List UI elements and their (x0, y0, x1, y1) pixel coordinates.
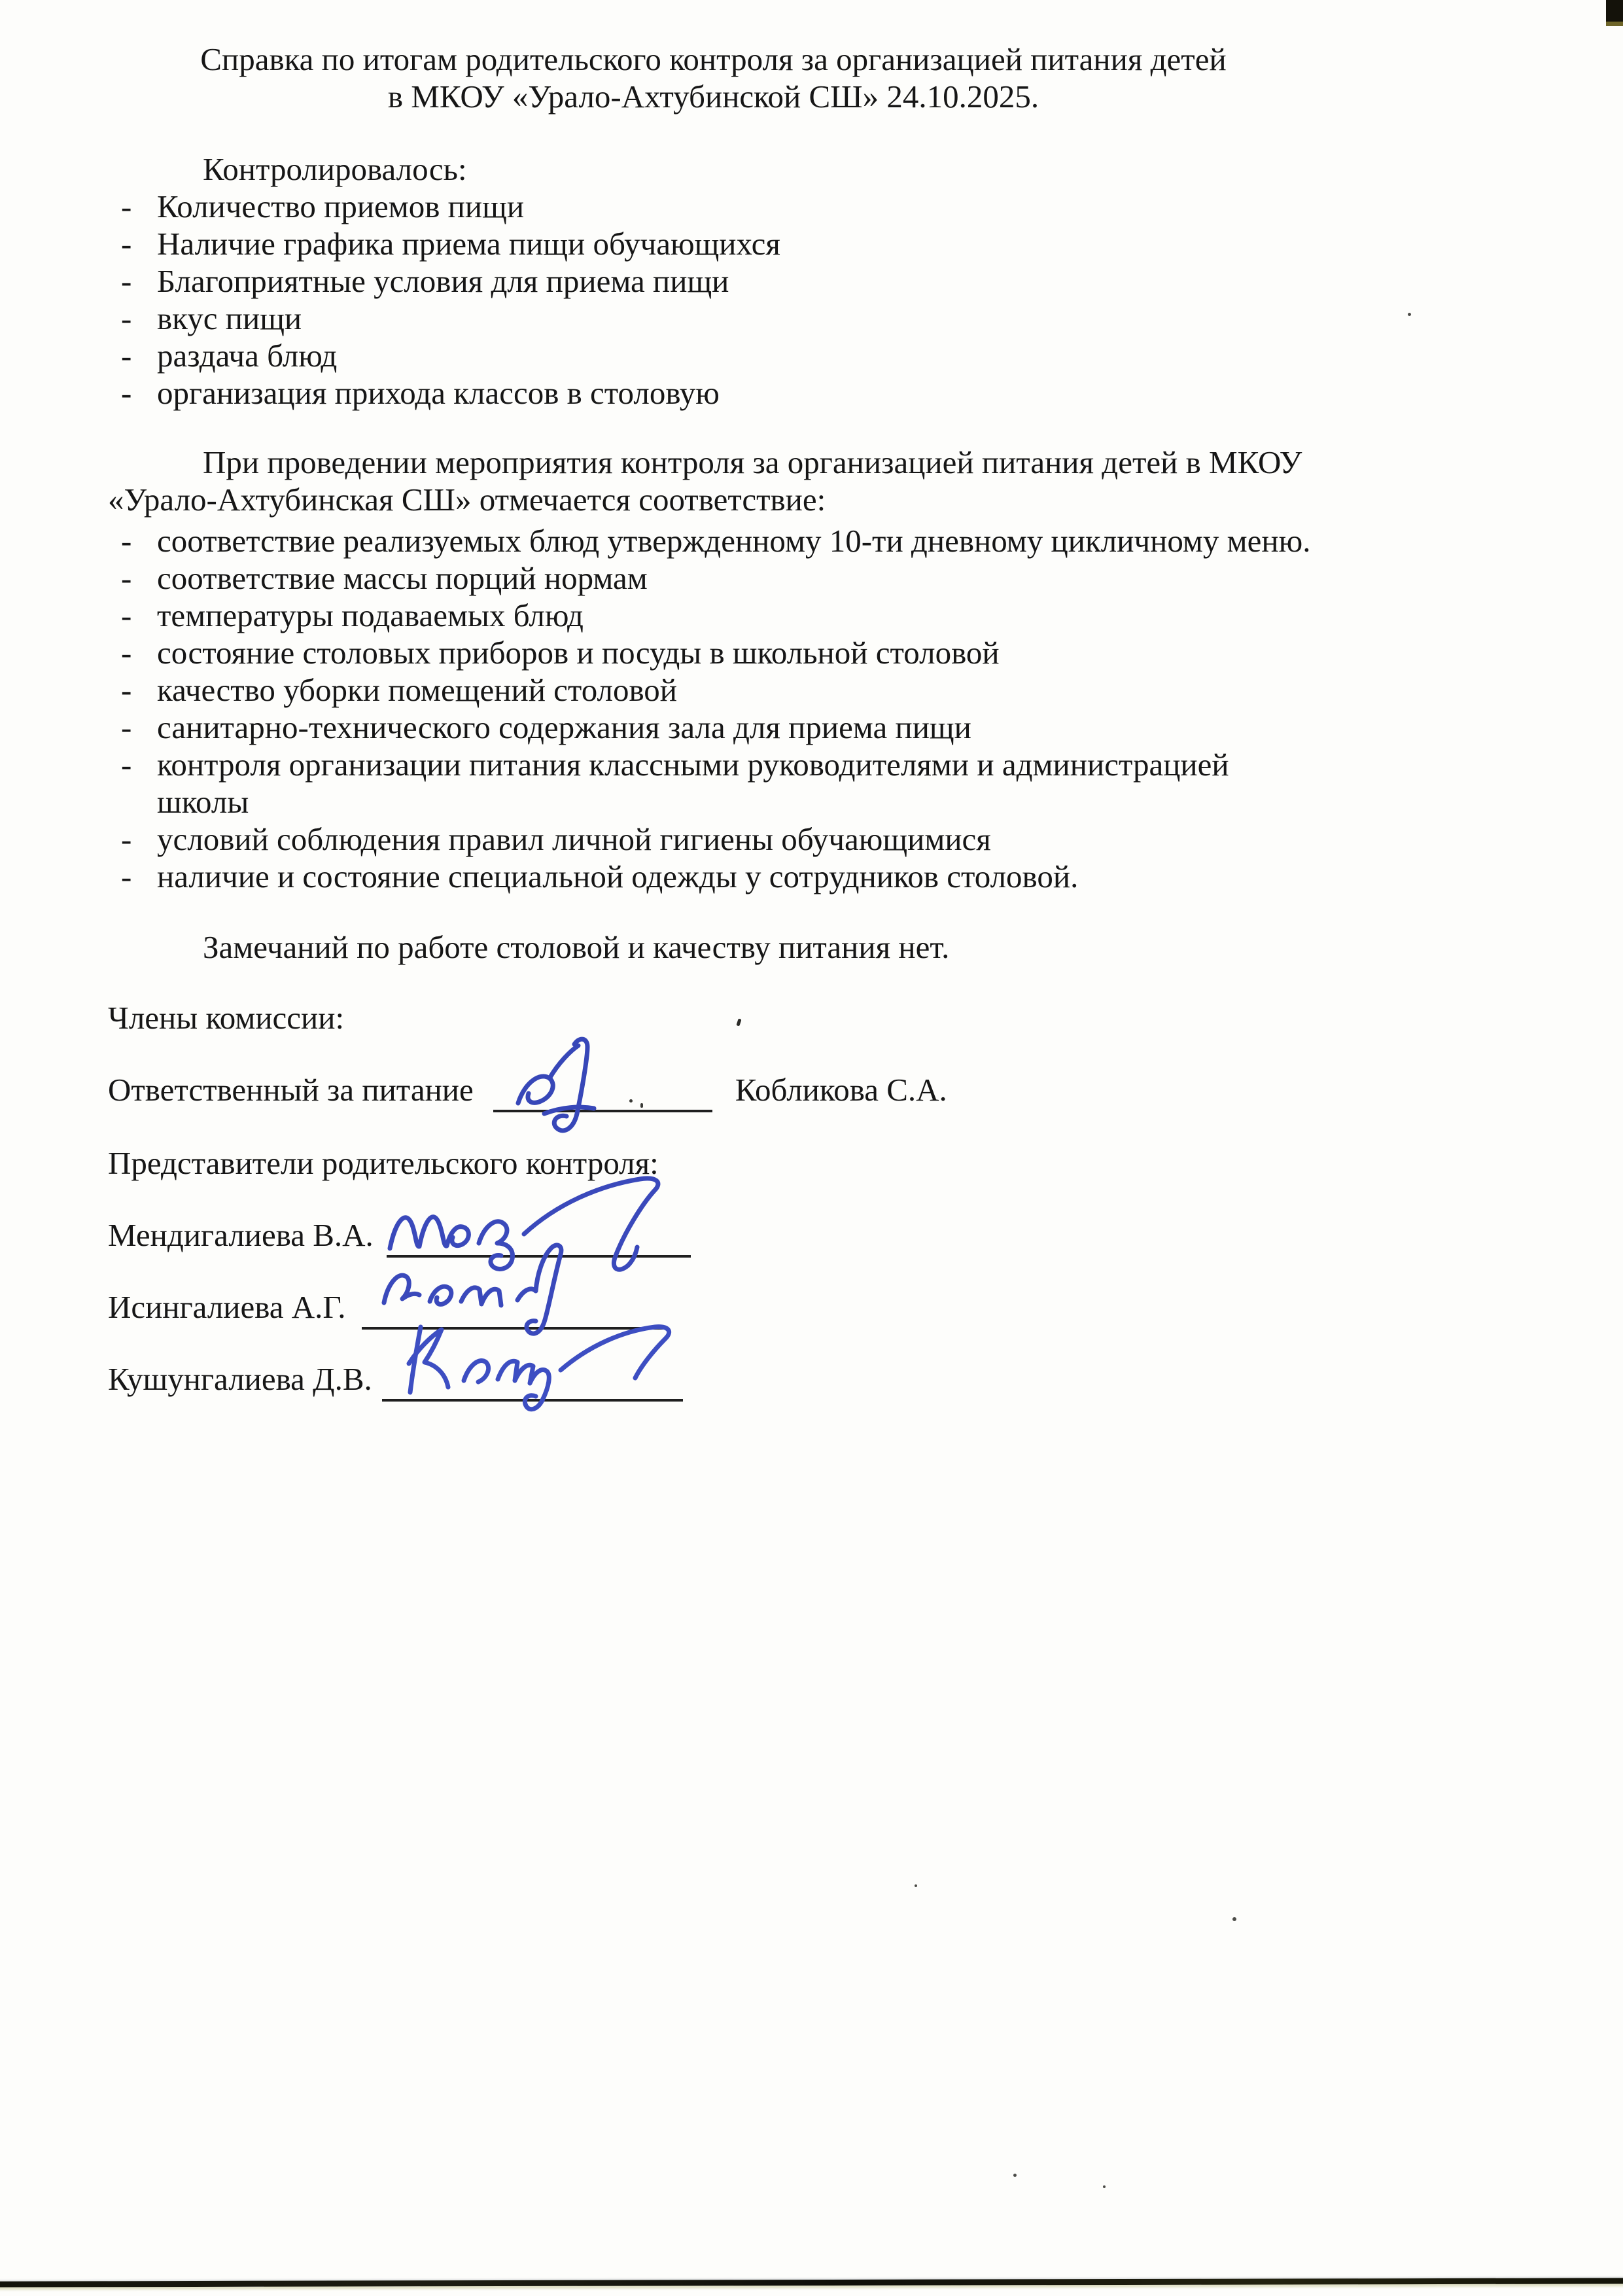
dash-bullet: - (121, 747, 132, 783)
representative-signature-row (108, 1288, 1319, 1326)
dash-bullet: - (121, 263, 132, 299)
list-item (108, 188, 1319, 225)
scan-bottom-line (0, 2278, 1623, 2287)
list-item (108, 858, 1319, 895)
signature-koblikova-image (506, 1033, 663, 1144)
dash-bullet: - (121, 821, 132, 857)
scan-speck (1013, 2174, 1017, 2177)
document-content (0, 0, 1319, 1398)
dash-bullet: - (121, 672, 132, 708)
list-item (108, 634, 1319, 671)
title-line-2: в МКОУ «Урало-Ахтубинской СШ» 24.10.2025. (387, 79, 1039, 115)
responsible-signature-row (108, 1071, 1319, 1108)
dash-bullet: - (121, 560, 132, 596)
signature-line (493, 1110, 712, 1112)
list-item-text: качество уборки помещений столовой (157, 672, 678, 708)
list-item (108, 337, 1319, 374)
list-item-text: соответствие реализуемых блюд утвержденному 10-ти дневному цикличному меню. (157, 523, 1311, 559)
scan-speck (1232, 1917, 1236, 1921)
dash-bullet: - (121, 597, 132, 633)
list-item (108, 746, 1319, 821)
controlled-list (108, 188, 1319, 412)
representative-name: Кушунгалиева Д.В. (108, 1361, 372, 1397)
list-item-text: условий соблюдения правил личной гигиены обучающимися (157, 821, 991, 857)
scan-speck (915, 1884, 917, 1887)
conclusion-text: Замечаний по работе столовой и качеству питания нет. (203, 929, 950, 965)
dash-bullet: - (121, 635, 132, 671)
list-item-text: Количество приемов пищи (157, 188, 525, 224)
list-item (108, 522, 1319, 559)
compliance-list (108, 522, 1319, 895)
dash-bullet: - (121, 375, 132, 411)
scan-speck (1103, 2185, 1106, 2188)
list-item-text: температуры подаваемых блюд (157, 597, 584, 633)
scan-speck (640, 1103, 643, 1108)
dash-bullet: - (121, 338, 132, 374)
list-item-text: вкус пищи (157, 300, 302, 336)
dash-bullet: - (121, 709, 132, 745)
list-item-text: Наличие графика приема пищи обучающихся (157, 226, 780, 262)
scan-speck (1408, 313, 1411, 316)
list-item-text: санитарно-технического содержания зала для приема пищи (157, 709, 971, 745)
dash-bullet: - (121, 858, 132, 894)
list-item (108, 671, 1319, 709)
list-item-text: Благоприятные условия для приема пищи (157, 263, 729, 299)
representative-name: Исингалиева А.Г. (108, 1289, 346, 1325)
title-line-1: Справка по итогам родительского контроля за организацией питания детей (200, 41, 1227, 77)
signature-line (362, 1327, 663, 1330)
dash-bullet: - (121, 300, 132, 336)
list-item (108, 225, 1319, 262)
scan-speck (629, 1099, 633, 1103)
commission-heading: Члены комиссии: (108, 1000, 345, 1036)
representative-signature-row (108, 1216, 1319, 1254)
list-item (108, 262, 1319, 300)
representatives-heading: Представители родительского контроля: (108, 1145, 659, 1181)
list-item (108, 597, 1319, 634)
responsible-label: Ответственный за питание (108, 1072, 474, 1108)
list-item-text: состояние столовых приборов и посуды в школьной столовой (157, 635, 1000, 671)
list-item-text: контроля организации питания классными руководителями и администрацией школы (157, 747, 1229, 820)
representative-signature-row (108, 1360, 1319, 1398)
list-item (108, 821, 1319, 858)
scan-corner-mark (1606, 0, 1623, 26)
list-item-text: наличие и состояние специальной одежды у сотрудников столовой. (157, 858, 1079, 894)
list-item (108, 709, 1319, 746)
signature-line (382, 1399, 683, 1402)
representative-name: Мендигалиева В.А. (108, 1217, 374, 1253)
list-item (108, 300, 1319, 337)
compliance-intro: При проведении мероприятия контроля за организацией питания детей в МКОУ «Урало-Ахтубинская СШ» отмечается соответствие: (108, 444, 1302, 518)
dash-bullet: - (121, 226, 132, 262)
signature-mendigalieva-image (383, 1170, 697, 1281)
controlled-heading: Контролировалось: (203, 151, 467, 187)
responsible-name: Кобликова С.А. (735, 1072, 947, 1108)
list-item-text: организация прихода классов в столовую (157, 375, 720, 411)
list-item (108, 374, 1319, 412)
list-item-text: раздача блюд (157, 338, 338, 374)
signature-line (387, 1255, 691, 1258)
list-item (108, 559, 1319, 597)
dash-bullet: - (121, 523, 132, 559)
list-item-text: соответствие массы порций нормам (157, 560, 648, 596)
document-title (108, 41, 1319, 115)
dash-bullet: - (121, 188, 132, 224)
